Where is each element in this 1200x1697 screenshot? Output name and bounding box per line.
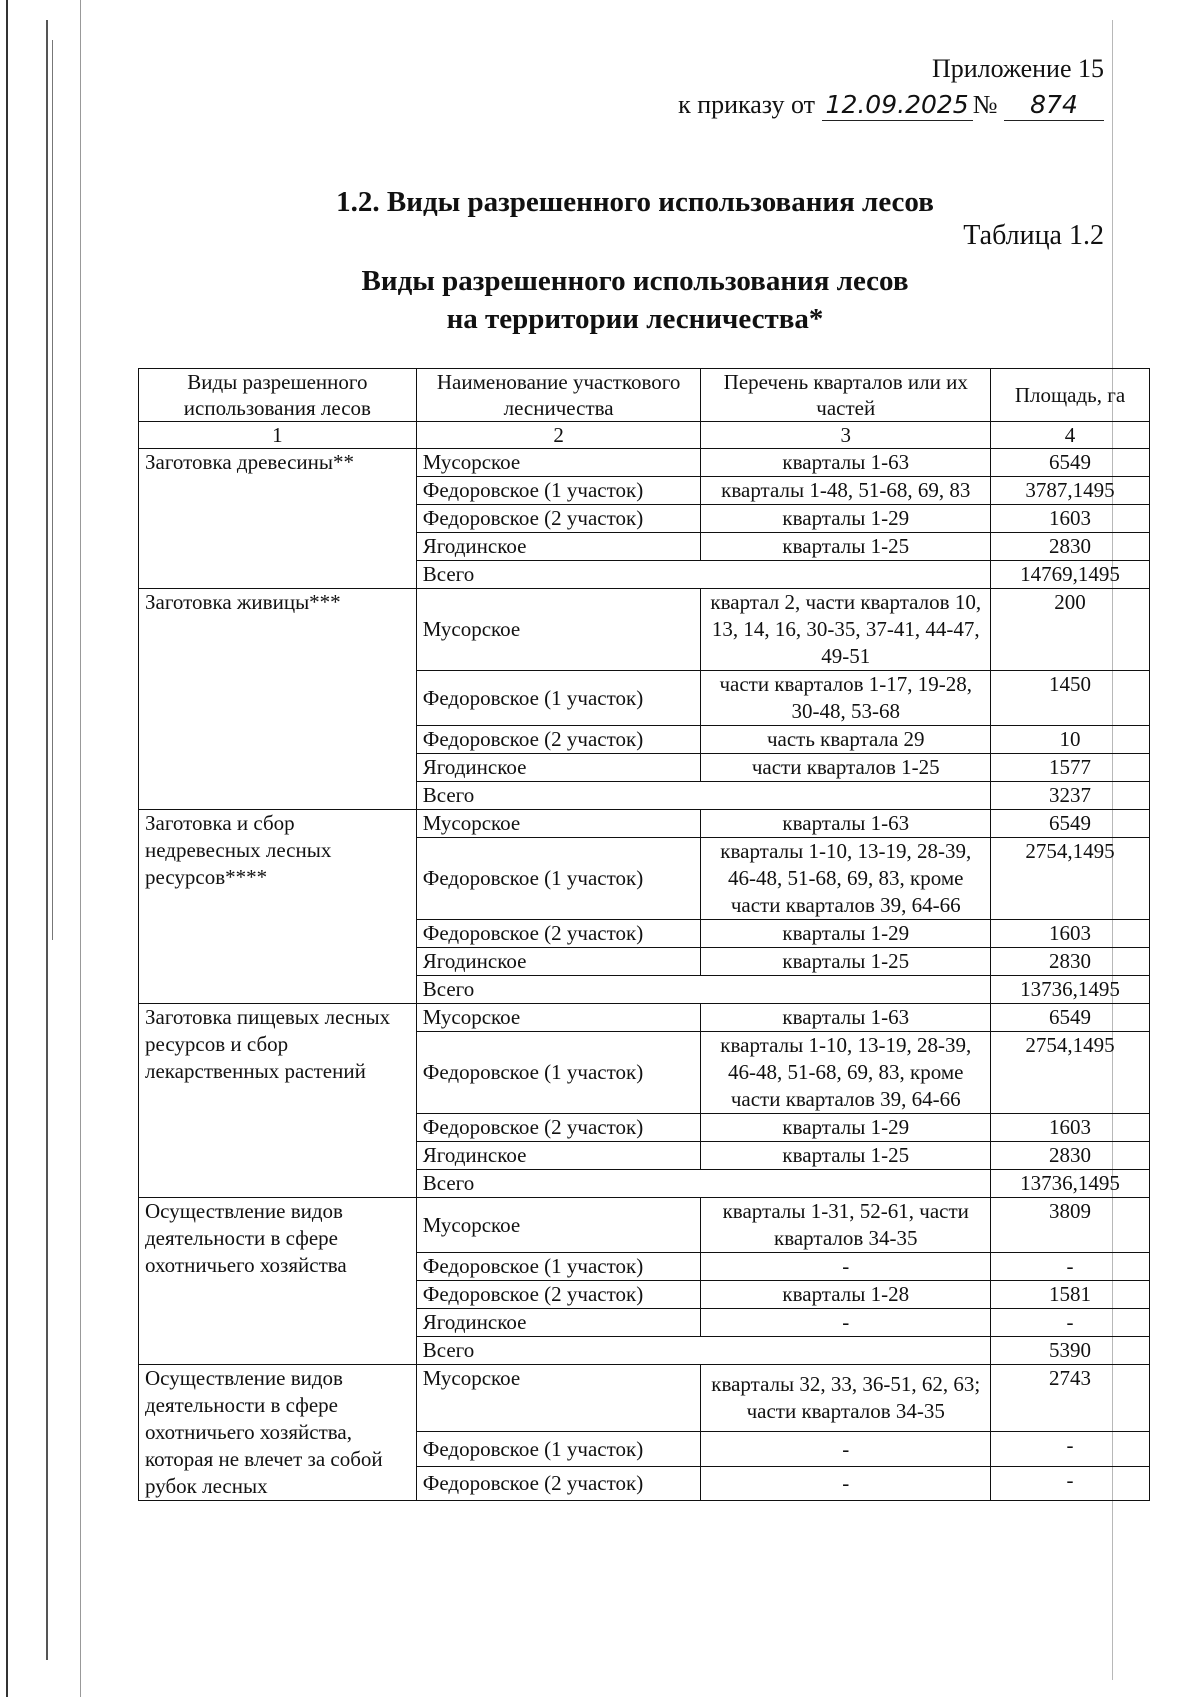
use-type-cell: Заготовка и сбор недревесных лесных ресурсов**** [139,810,417,1004]
order-reference [678,86,1104,124]
table-label: Таблица 1.2 [963,220,1104,251]
section-title: 1.2. Виды разрешенного использования лесов [336,186,934,218]
forestry-cell: Мусорское [416,1004,701,1032]
annex-label: Приложение 15 [931,54,1104,83]
forestry-cell: Ягодинское [416,1309,701,1337]
quarters-cell: кварталы 1-25 [701,948,991,976]
column-number-row [139,422,1150,449]
area-cell: 1603 [991,505,1150,533]
forestry-cell: Мусорское [416,1198,701,1253]
header-area: Площадь, га [991,369,1150,422]
table-row [139,1004,1150,1032]
quarters-cell: кварталы 1-25 [701,1142,991,1170]
header-use-type: Виды разрешенного использования лесов [139,369,417,422]
area-cell: 2830 [991,1142,1150,1170]
forestry-cell: Ягодинское [416,948,701,976]
area-cell: 10 [991,726,1150,754]
area-cell: 3809 [991,1198,1150,1253]
area-cell: 6549 [991,1004,1150,1032]
quarters-cell: кварталы 1-48, 51-68, 69, 83 [701,477,991,505]
order-number: 874 [1004,90,1104,121]
quarters-cell: части кварталов 1-25 [701,754,991,782]
forestry-cell: Федоровское (2 участок) [416,505,701,533]
area-cell: 6549 [991,449,1150,477]
scan-edge-left-4 [80,0,81,1697]
table-row [139,449,1150,477]
quarters-cell: кварталы 1-28 [701,1281,991,1309]
quarters-cell: - [701,1466,991,1500]
scan-edge-left-1 [6,0,8,1697]
forestry-cell: Федоровское (2 участок) [416,1466,701,1500]
column-number: 4 [991,422,1150,449]
quarters-cell: - [701,1253,991,1281]
area-cell: 1577 [991,754,1150,782]
total-label: Всего [416,782,990,810]
use-type-cell: Осуществление видов деятельности в сфере охотничьего хозяйства [139,1198,417,1365]
total-label: Всего [416,1337,990,1365]
quarters-cell: кварталы 1-29 [701,1114,991,1142]
use-type-cell: Осуществление видов деятельности в сфере охотничьего хозяйства, которая не влечет за собой рубок лесных [139,1365,417,1501]
quarters-cell: кварталы 1-29 [701,505,991,533]
quarters-cell: кварталы 1-29 [701,920,991,948]
area-cell: 3787,1495 [991,477,1150,505]
column-number: 3 [701,422,991,449]
forestry-cell: Федоровское (2 участок) [416,1281,701,1309]
quarters-cell: кварталы 32, 33, 36-51, 62, 63; части кварталов 34-35 [701,1365,991,1432]
table-row [139,810,1150,838]
area-cell: - [991,1432,1150,1466]
quarters-cell: кварталы 1-63 [701,810,991,838]
total-label: Всего [416,1170,990,1198]
forestry-cell: Мусорское [416,449,701,477]
scan-edge-left-3 [52,40,53,940]
use-type-cell: Заготовка древесины** [139,449,417,589]
table-title-line-2: на территории лесничества* [446,303,824,335]
area-cell: 1581 [991,1281,1150,1309]
column-number: 2 [416,422,701,449]
header-quarters: Перечень кварталов или их частей [701,369,991,422]
forestry-cell: Мусорское [416,1365,701,1432]
total-area: 13736,1495 [991,976,1150,1004]
forestry-cell: Федоровское (1 участок) [416,1032,701,1114]
total-area: 14769,1495 [991,561,1150,589]
forestry-cell: Мусорское [416,589,701,671]
quarters-cell: - [701,1309,991,1337]
forestry-cell: Федоровское (1 участок) [416,838,701,920]
table-title [0,262,1200,338]
forestry-cell: Федоровское (1 участок) [416,671,701,726]
forestry-cell: Федоровское (1 участок) [416,1432,701,1466]
forestry-cell: Федоровское (1 участок) [416,1253,701,1281]
area-cell: - [991,1253,1150,1281]
order-number-label: № [972,90,998,119]
order-date: 12.09.2025 [822,90,973,121]
order-prefix: к приказу от [678,90,816,119]
forestry-cell: Федоровское (1 участок) [416,477,701,505]
quarters-cell: кварталы 1-10, 13-19, 28-39, 46-48, 51-68, 69, 83, кроме части кварталов 39, 64-66 [701,1032,991,1114]
area-cell: 200 [991,589,1150,671]
area-cell: 1450 [991,671,1150,726]
use-type-cell: Заготовка живицы*** [139,589,417,810]
quarters-cell: части кварталов 1-17, 19-28, 30-48, 53-68 [701,671,991,726]
forestry-cell: Ягодинское [416,1142,701,1170]
table-row [139,589,1150,671]
area-cell: 2754,1495 [991,1032,1150,1114]
quarters-cell: - [701,1432,991,1466]
forestry-cell: Ягодинское [416,754,701,782]
area-cell: 6549 [991,810,1150,838]
forestry-cell: Федоровское (2 участок) [416,726,701,754]
quarters-cell: квартал 2, части кварталов 10, 13, 14, 16, 30-35, 37-41, 44-47, 49-51 [701,589,991,671]
quarters-cell: кварталы 1-31, 52-61, части кварталов 34-35 [701,1198,991,1253]
area-cell: 2830 [991,948,1150,976]
table-row [139,1365,1150,1432]
quarters-cell: часть квартала 29 [701,726,991,754]
forestry-cell: Федоровское (2 участок) [416,920,701,948]
area-cell: 2830 [991,533,1150,561]
table-title-line-1: Виды разрешенного использования лесов [361,265,909,297]
area-cell: 1603 [991,1114,1150,1142]
area-cell: 1603 [991,920,1150,948]
total-area: 13736,1495 [991,1170,1150,1198]
total-area: 3237 [991,782,1150,810]
header-forestry-name: Наименование участкового лесничества [416,369,701,422]
column-number: 1 [139,422,417,449]
forestry-cell: Федоровское (2 участок) [416,1114,701,1142]
quarters-cell: кварталы 1-25 [701,533,991,561]
area-cell: - [991,1466,1150,1500]
area-cell: 2754,1495 [991,838,1150,920]
quarters-cell: кварталы 1-63 [701,1004,991,1032]
quarters-cell: кварталы 1-10, 13-19, 28-39, 46-48, 51-68, 69, 83, кроме части кварталов 39, 64-66 [701,838,991,920]
total-area: 5390 [991,1337,1150,1365]
area-cell: 2743 [991,1365,1150,1432]
use-type-cell: Заготовка пищевых лесных ресурсов и сбор лекарственных растений [139,1004,417,1198]
total-label: Всего [416,976,990,1004]
forest-use-table [138,368,1150,1501]
table-row [139,1198,1150,1253]
quarters-cell: кварталы 1-63 [701,449,991,477]
total-label: Всего [416,561,990,589]
forestry-cell: Мусорское [416,810,701,838]
area-cell: - [991,1309,1150,1337]
forestry-cell: Ягодинское [416,533,701,561]
header-row [139,369,1150,422]
